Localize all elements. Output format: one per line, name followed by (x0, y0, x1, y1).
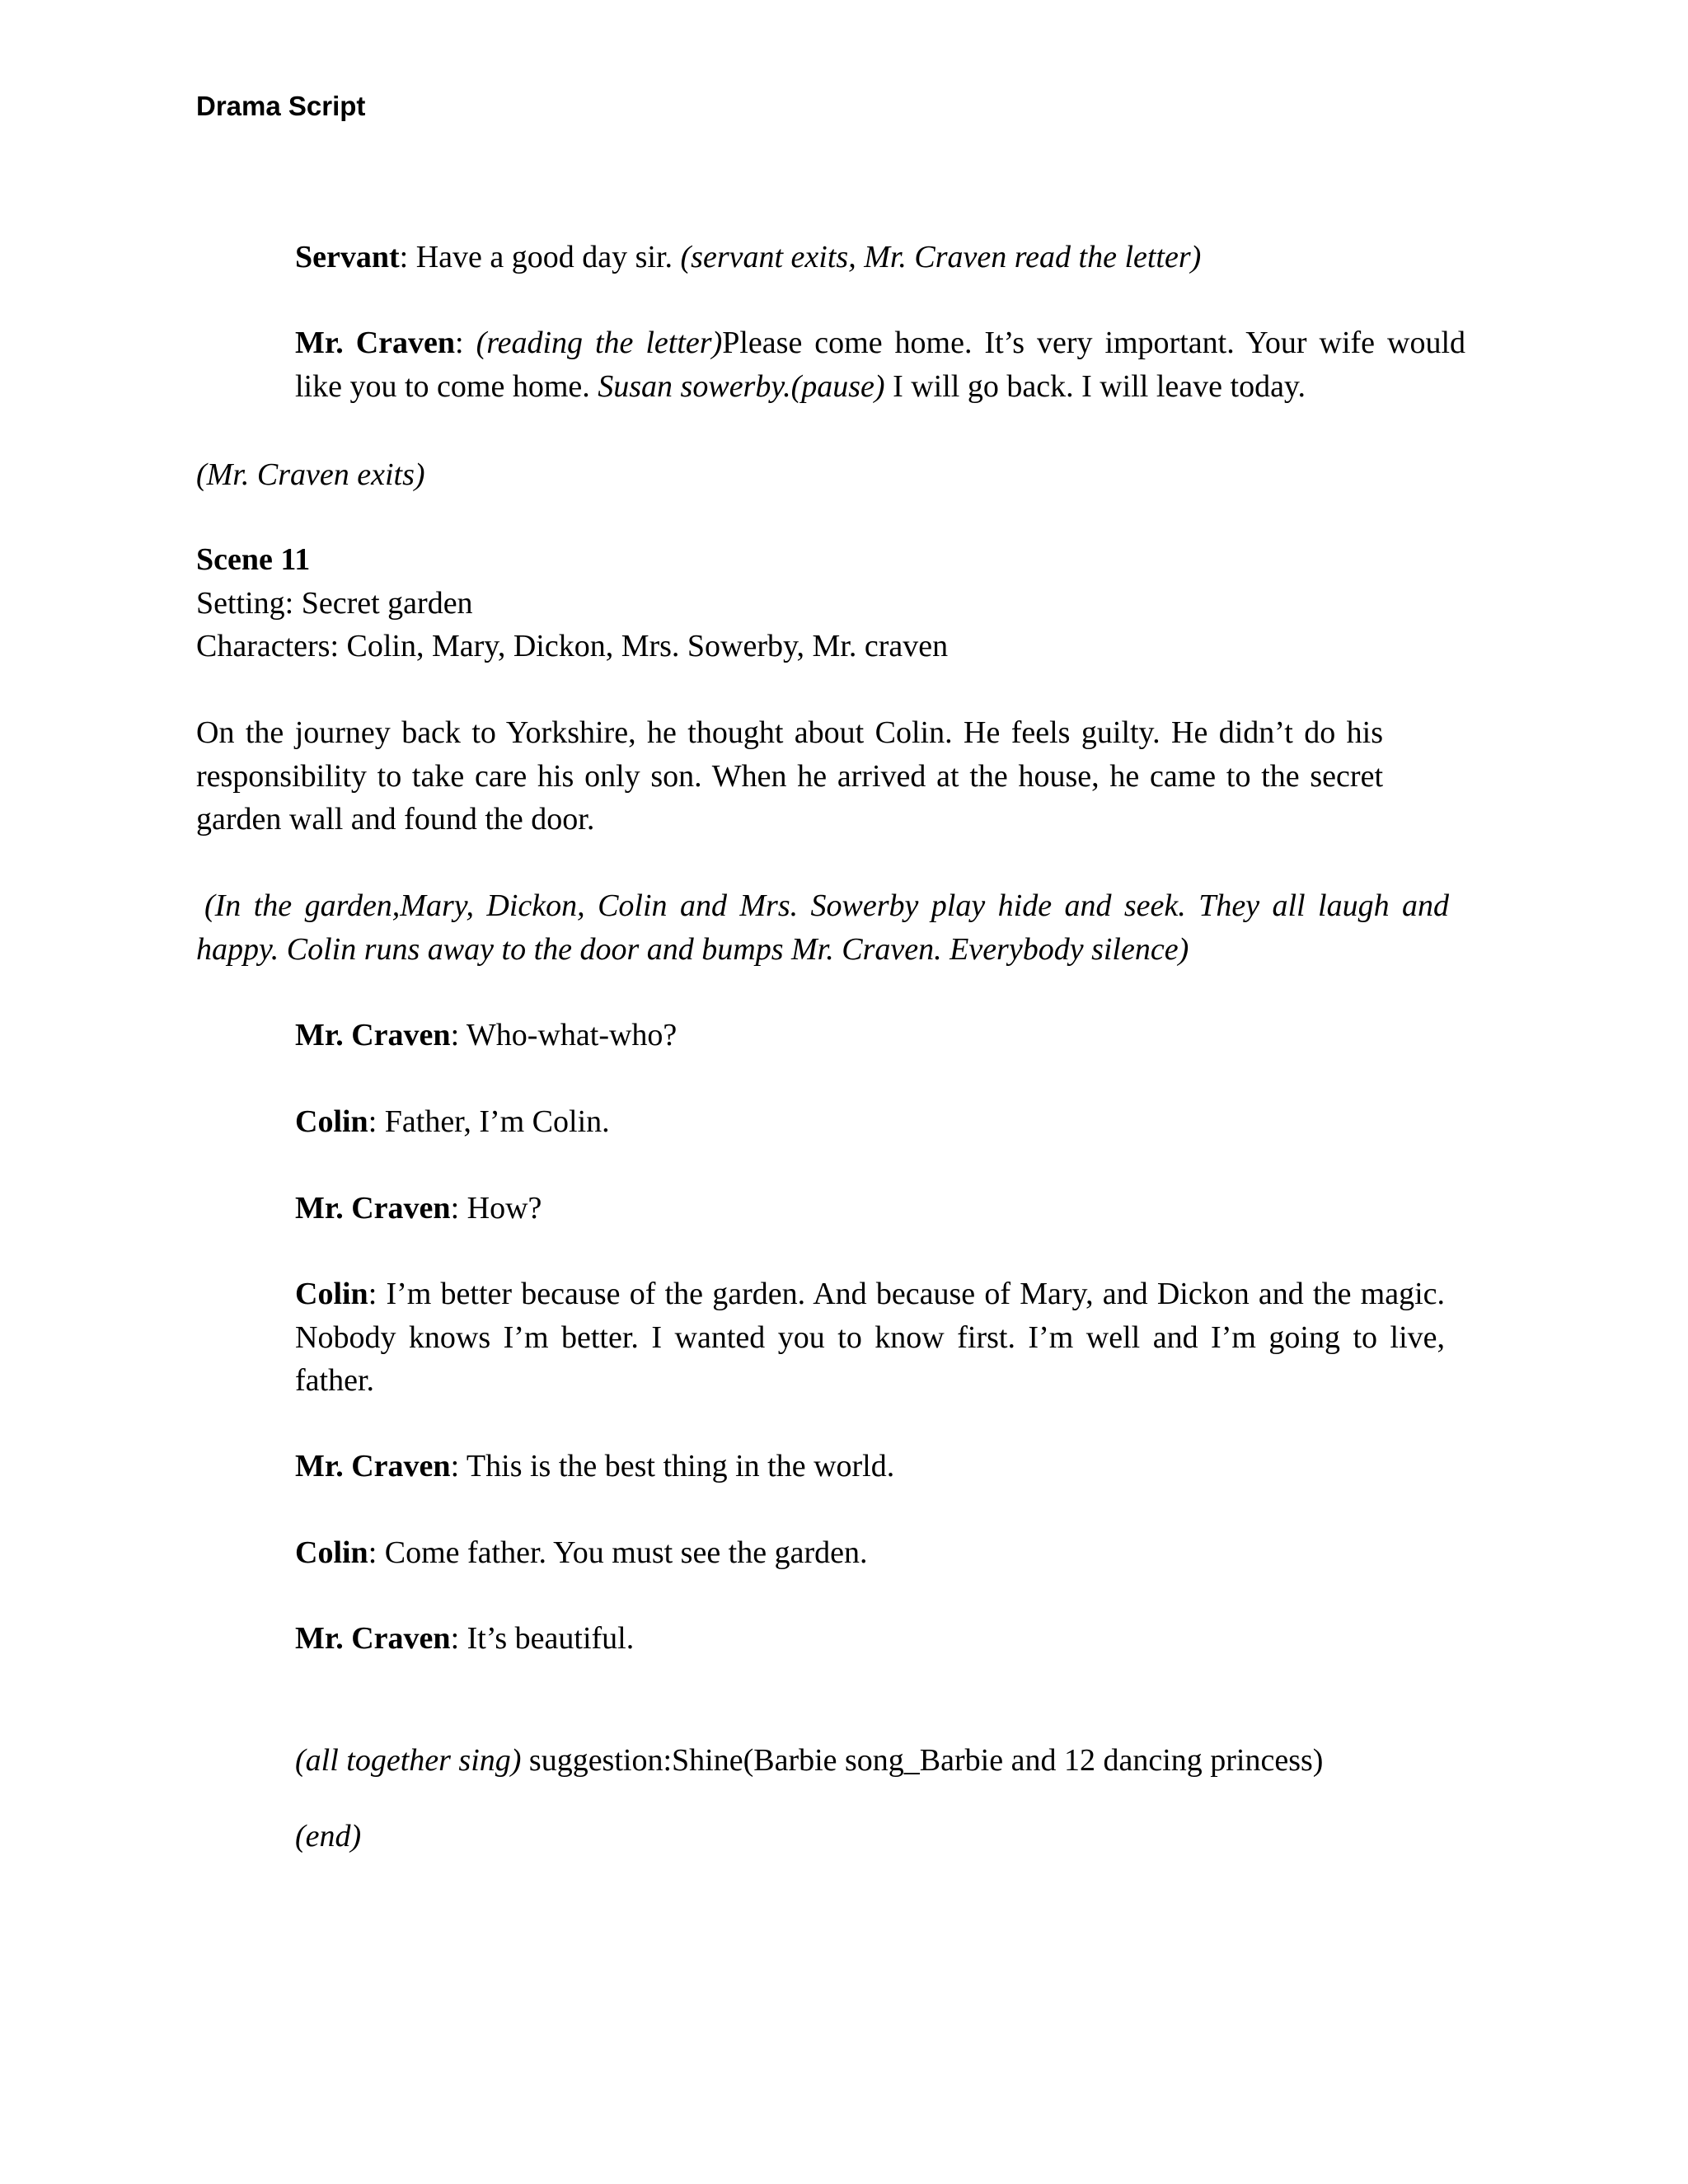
dialogue-craven-3 (295, 1187, 542, 1230)
speaker-name: Mr. Craven (295, 1018, 451, 1052)
stage-direction: (all together sing) (295, 1743, 522, 1778)
narration-paragraph: On the journey back to Yorkshire, he thought about Colin. He feels guilty. He didn’t do his responsibility to take care his only son. When he arrived at the house, he came to the secret garden wall and found the door. (196, 715, 1383, 837)
dialogue-craven-4 (295, 1445, 894, 1488)
song-text: suggestion:Shine(Barbie song_Barbie and 12 dancing princess) (521, 1743, 1324, 1778)
dialogue-craven-5 (295, 1617, 634, 1660)
dialogue-text: : It’s beautiful. (450, 1621, 635, 1656)
speaker-name: Mr. Craven (295, 1449, 451, 1483)
stage-direction-garden: (In the garden,Mary, Dickon, Colin and Mrs. Sowerby play hide and seek. They all laugh and happy. Colin runs away to the door and bumps Mr. Craven. Everybody silence) (196, 888, 1449, 967)
dialogue-text: : Come father. You must see the garden. (368, 1535, 868, 1570)
dialogue-text: Please come home. It’s very important. Your wife would like you to come home. (295, 326, 1465, 404)
speaker-name: Colin (295, 1535, 368, 1570)
end-marker: (end) (295, 1819, 362, 1854)
speaker-name: Mr. Craven (295, 1621, 451, 1656)
song-suggestion (295, 1739, 1323, 1782)
speaker-name: Mr. Craven (295, 326, 456, 360)
scene-characters: Characters: Colin, Mary, Dickon, Mrs. Sowerby, Mr. craven (196, 629, 949, 663)
dialogue-craven-2 (295, 1014, 677, 1057)
dialogue-text: : I’m better because of the garden. And because of Mary, and Dickon and the magic. Nobody knows I’m better. I wanted you to know first. I’m well and I’m going to live, father. (295, 1277, 1445, 1398)
speaker-name: Colin (295, 1104, 368, 1139)
dialogue-text: : This is the best thing in the world. (450, 1449, 895, 1483)
page-header: Drama Script (196, 91, 366, 121)
dialogue-craven-letter (295, 321, 1465, 408)
speaker-name: Servant (295, 240, 400, 274)
scene-setting: Setting: Secret garden (196, 586, 473, 621)
dialogue-colin-3 (295, 1531, 868, 1574)
stage-direction: (servant exits, Mr. Craven read the letter) (680, 240, 1202, 274)
stage-direction-exit: (Mr. Craven exits) (196, 457, 425, 492)
speaker-colon: : (399, 240, 416, 274)
dialogue-text: : Father, I’m Colin. (368, 1104, 610, 1139)
speaker-colon: : (455, 326, 476, 360)
dialogue-servant (295, 236, 1201, 279)
dialogue-text: I will go back. I will leave today. (884, 368, 1306, 404)
stage-direction: (reading the letter) (476, 326, 723, 360)
dialogue-text: : Who-what-who? (450, 1018, 678, 1052)
letter-signature: Susan sowerby.(pause) (598, 368, 885, 404)
speaker-name: Mr. Craven (295, 1191, 451, 1226)
dialogue-text: : How? (450, 1191, 542, 1226)
dialogue-colin-1 (295, 1100, 610, 1143)
dialogue-colin-2 (295, 1272, 1445, 1403)
speaker-name: Colin (295, 1277, 368, 1311)
scene-heading: Scene 11 (196, 542, 311, 577)
dialogue-text: Have a good day sir. (415, 240, 681, 274)
